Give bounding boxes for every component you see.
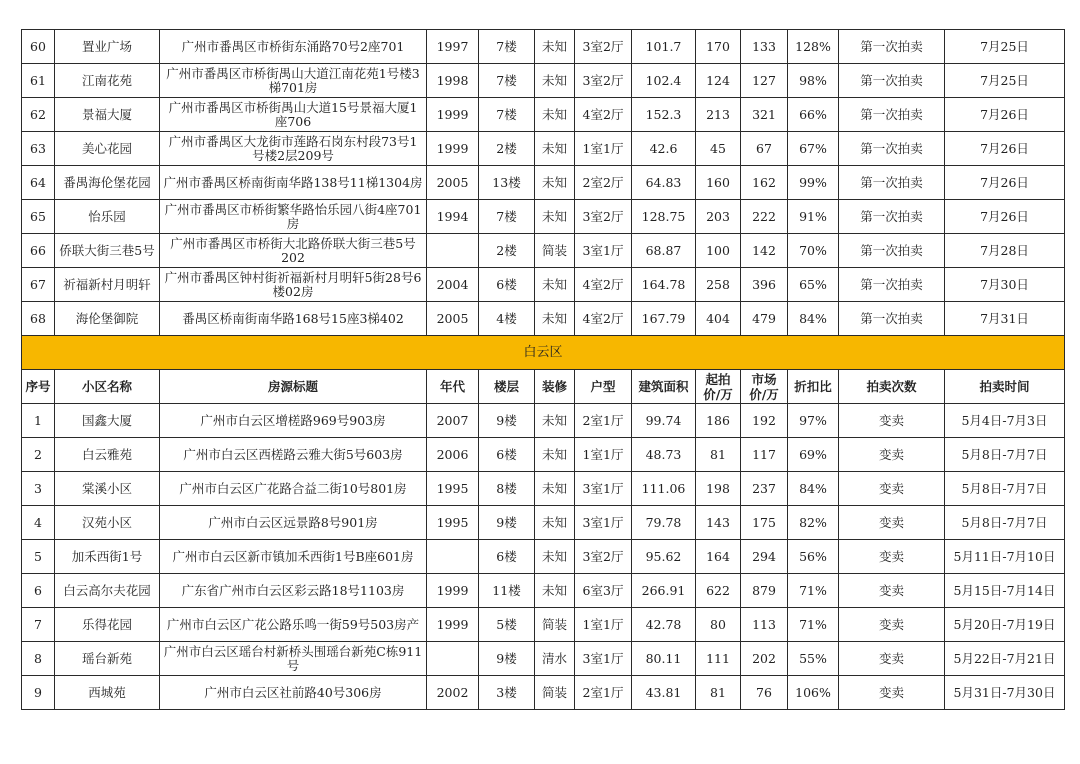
cell-area: 43.81 (632, 676, 696, 710)
table-row (22, 404, 1065, 438)
baiyun-section-body (22, 404, 1065, 710)
cell-floor: 2楼 (479, 132, 535, 166)
cell-start-price: 80 (696, 608, 741, 642)
cell-index: 1 (22, 404, 55, 438)
section-title-row (22, 336, 1065, 370)
cell-discount: 97% (788, 404, 839, 438)
cell-decoration: 简装 (535, 676, 575, 710)
cell-community-name: 祈福新村月明轩 (55, 268, 160, 302)
cell-discount: 67% (788, 132, 839, 166)
cell-discount: 66% (788, 98, 839, 132)
cell-decoration: 简装 (535, 234, 575, 268)
cell-auction-round: 变卖 (839, 642, 945, 676)
cell-discount: 106% (788, 676, 839, 710)
table-row (22, 268, 1065, 302)
cell-community-name: 番禺海伦堡花园 (55, 166, 160, 200)
cell-layout: 3室2厅 (575, 540, 632, 574)
cell-layout: 2室2厅 (575, 166, 632, 200)
column-header-row (22, 370, 1065, 404)
cell-layout: 3室1厅 (575, 234, 632, 268)
cell-decoration: 未知 (535, 30, 575, 64)
section-title: 白云区 (22, 336, 1065, 370)
cell-floor: 9楼 (479, 506, 535, 540)
cell-area: 80.11 (632, 642, 696, 676)
cell-auction-date: 5月31日-7月30日 (945, 676, 1065, 710)
cell-decoration: 未知 (535, 506, 575, 540)
header-decoration: 装修 (535, 370, 575, 404)
cell-area: 48.73 (632, 438, 696, 472)
cell-area: 111.06 (632, 472, 696, 506)
cell-decoration: 未知 (535, 472, 575, 506)
cell-index: 64 (22, 166, 55, 200)
table-row (22, 302, 1065, 336)
cell-year: 1995 (427, 506, 479, 540)
cell-market-price: 321 (741, 98, 788, 132)
cell-auction-round: 变卖 (839, 438, 945, 472)
cell-address: 广州市番禺区市桥街禺山大道15号景福大厦1座706 (160, 98, 427, 132)
cell-auction-date: 7月30日 (945, 268, 1065, 302)
cell-address: 广州市番禺区大龙街市莲路石岗东村段73号1号楼2层209号 (160, 132, 427, 166)
cell-decoration: 未知 (535, 132, 575, 166)
cell-auction-round: 第一次拍卖 (839, 132, 945, 166)
cell-year (427, 540, 479, 574)
header-auction-date: 拍卖时间 (945, 370, 1065, 404)
cell-market-price: 117 (741, 438, 788, 472)
cell-layout: 3室2厅 (575, 200, 632, 234)
cell-auction-round: 变卖 (839, 676, 945, 710)
cell-index: 63 (22, 132, 55, 166)
cell-layout: 2室1厅 (575, 404, 632, 438)
cell-decoration: 未知 (535, 98, 575, 132)
cell-auction-date: 5月15日-7月14日 (945, 574, 1065, 608)
cell-floor: 7楼 (479, 200, 535, 234)
cell-start-price: 111 (696, 642, 741, 676)
cell-address: 广州市番禺区市桥街东涌路70号2座701 (160, 30, 427, 64)
cell-index: 66 (22, 234, 55, 268)
cell-start-price: 81 (696, 676, 741, 710)
cell-community-name: 侨联大街三巷5号 (55, 234, 160, 268)
cell-floor: 3楼 (479, 676, 535, 710)
cell-market-price: 479 (741, 302, 788, 336)
cell-market-price: 396 (741, 268, 788, 302)
table-row (22, 472, 1065, 506)
cell-floor: 7楼 (479, 30, 535, 64)
cell-auction-round: 第一次拍卖 (839, 30, 945, 64)
cell-area: 42.6 (632, 132, 696, 166)
cell-discount: 82% (788, 506, 839, 540)
cell-address: 广东省广州市白云区彩云路18号1103房 (160, 574, 427, 608)
cell-floor: 4楼 (479, 302, 535, 336)
cell-auction-date: 5月8日-7月7日 (945, 506, 1065, 540)
header-auction-round: 拍卖次数 (839, 370, 945, 404)
cell-address: 广州市番禺区钟村街祈福新村月明轩5街28号6楼02房 (160, 268, 427, 302)
cell-address: 广州市白云区西槎路云雅大街5号603房 (160, 438, 427, 472)
cell-community-name: 怡乐园 (55, 200, 160, 234)
cell-auction-date: 5月11日-7月10日 (945, 540, 1065, 574)
cell-address: 广州市白云区广花路合益二街10号801房 (160, 472, 427, 506)
header-area: 建筑面积 (632, 370, 696, 404)
cell-start-price: 186 (696, 404, 741, 438)
cell-address: 广州市番禺区桥南街南华路138号11梯1304房 (160, 166, 427, 200)
cell-year: 1994 (427, 200, 479, 234)
cell-decoration: 未知 (535, 302, 575, 336)
cell-auction-date: 7月26日 (945, 166, 1065, 200)
cell-community-name: 海伦堡御院 (55, 302, 160, 336)
table-row (22, 166, 1065, 200)
cell-layout: 1室1厅 (575, 608, 632, 642)
cell-area: 42.78 (632, 608, 696, 642)
cell-index: 62 (22, 98, 55, 132)
cell-auction-round: 变卖 (839, 506, 945, 540)
cell-auction-round: 变卖 (839, 574, 945, 608)
cell-discount: 55% (788, 642, 839, 676)
cell-market-price: 294 (741, 540, 788, 574)
cell-auction-date: 7月26日 (945, 132, 1065, 166)
cell-decoration: 未知 (535, 404, 575, 438)
baiyun-section-head (22, 336, 1065, 404)
cell-address: 广州市白云区瑶台村新桥头围瑶台新苑C栋911号 (160, 642, 427, 676)
cell-floor: 13楼 (479, 166, 535, 200)
cell-discount: 84% (788, 302, 839, 336)
cell-discount: 71% (788, 574, 839, 608)
cell-floor: 6楼 (479, 540, 535, 574)
table-row (22, 30, 1065, 64)
cell-start-price: 198 (696, 472, 741, 506)
cell-year: 2004 (427, 268, 479, 302)
cell-market-price: 222 (741, 200, 788, 234)
header-layout: 户型 (575, 370, 632, 404)
cell-area: 95.62 (632, 540, 696, 574)
header-market-price: 市场价/万 (741, 370, 788, 404)
cell-address: 广州市番禺区市桥街禺山大道江南花苑1号楼3梯701房 (160, 64, 427, 98)
cell-market-price: 142 (741, 234, 788, 268)
cell-address: 广州市白云区远景路8号901房 (160, 506, 427, 540)
cell-layout: 6室3厅 (575, 574, 632, 608)
cell-decoration: 未知 (535, 200, 575, 234)
table-row (22, 132, 1065, 166)
cell-layout: 4室2厅 (575, 268, 632, 302)
cell-floor: 7楼 (479, 64, 535, 98)
cell-start-price: 45 (696, 132, 741, 166)
cell-auction-round: 第一次拍卖 (839, 64, 945, 98)
cell-auction-round: 变卖 (839, 608, 945, 642)
cell-community-name: 景福大厦 (55, 98, 160, 132)
cell-index: 60 (22, 30, 55, 64)
cell-year (427, 642, 479, 676)
cell-area: 99.74 (632, 404, 696, 438)
cell-market-price: 879 (741, 574, 788, 608)
cell-area: 164.78 (632, 268, 696, 302)
cell-start-price: 258 (696, 268, 741, 302)
table-row (22, 200, 1065, 234)
cell-year: 1998 (427, 64, 479, 98)
cell-index: 4 (22, 506, 55, 540)
cell-layout: 4室2厅 (575, 98, 632, 132)
cell-discount: 70% (788, 234, 839, 268)
cell-community-name: 瑶台新苑 (55, 642, 160, 676)
panyu-section-body (22, 30, 1065, 336)
cell-area: 266.91 (632, 574, 696, 608)
cell-index: 3 (22, 472, 55, 506)
cell-discount: 128% (788, 30, 839, 64)
auction-table (21, 29, 1065, 710)
cell-community-name: 国鑫大厦 (55, 404, 160, 438)
cell-market-price: 237 (741, 472, 788, 506)
cell-discount: 71% (788, 608, 839, 642)
cell-market-price: 192 (741, 404, 788, 438)
cell-community-name: 白云雅苑 (55, 438, 160, 472)
cell-community-name: 棠溪小区 (55, 472, 160, 506)
cell-market-price: 113 (741, 608, 788, 642)
cell-address: 广州市白云区社前路40号306房 (160, 676, 427, 710)
table-row (22, 234, 1065, 268)
cell-discount: 69% (788, 438, 839, 472)
cell-index: 2 (22, 438, 55, 472)
cell-auction-round: 第一次拍卖 (839, 268, 945, 302)
cell-layout: 3室2厅 (575, 64, 632, 98)
cell-floor: 11楼 (479, 574, 535, 608)
cell-market-price: 127 (741, 64, 788, 98)
cell-decoration: 简装 (535, 608, 575, 642)
cell-area: 167.79 (632, 302, 696, 336)
cell-discount: 65% (788, 268, 839, 302)
cell-start-price: 160 (696, 166, 741, 200)
cell-auction-date: 7月28日 (945, 234, 1065, 268)
cell-layout: 1室1厅 (575, 438, 632, 472)
cell-decoration: 清水 (535, 642, 575, 676)
cell-year: 1997 (427, 30, 479, 64)
cell-community-name: 白云高尔夫花园 (55, 574, 160, 608)
cell-auction-date: 7月25日 (945, 30, 1065, 64)
cell-index: 5 (22, 540, 55, 574)
cell-auction-round: 变卖 (839, 404, 945, 438)
cell-auction-round: 变卖 (839, 540, 945, 574)
cell-area: 79.78 (632, 506, 696, 540)
cell-discount: 98% (788, 64, 839, 98)
cell-index: 8 (22, 642, 55, 676)
cell-start-price: 124 (696, 64, 741, 98)
table-row (22, 676, 1065, 710)
table-row (22, 506, 1065, 540)
cell-start-price: 164 (696, 540, 741, 574)
header-discount: 折扣比 (788, 370, 839, 404)
cell-index: 61 (22, 64, 55, 98)
cell-auction-round: 第一次拍卖 (839, 166, 945, 200)
cell-year: 1999 (427, 574, 479, 608)
cell-community-name: 置业广场 (55, 30, 160, 64)
cell-auction-round: 变卖 (839, 472, 945, 506)
cell-decoration: 未知 (535, 64, 575, 98)
cell-market-price: 162 (741, 166, 788, 200)
cell-year: 1999 (427, 608, 479, 642)
cell-layout: 4室2厅 (575, 302, 632, 336)
cell-auction-date: 5月8日-7月7日 (945, 472, 1065, 506)
cell-market-price: 76 (741, 676, 788, 710)
cell-layout: 3室2厅 (575, 30, 632, 64)
table-row (22, 98, 1065, 132)
cell-floor: 9楼 (479, 642, 535, 676)
table-row (22, 540, 1065, 574)
cell-decoration: 未知 (535, 438, 575, 472)
cell-decoration: 未知 (535, 574, 575, 608)
cell-floor: 6楼 (479, 438, 535, 472)
cell-address: 广州市番禺区市桥街大北路侨联大街三巷5号202 (160, 234, 427, 268)
header-start-price: 起拍价/万 (696, 370, 741, 404)
cell-floor: 9楼 (479, 404, 535, 438)
cell-index: 6 (22, 574, 55, 608)
cell-layout: 3室1厅 (575, 472, 632, 506)
cell-discount: 84% (788, 472, 839, 506)
cell-year: 1999 (427, 98, 479, 132)
cell-area: 128.75 (632, 200, 696, 234)
cell-address: 广州市番禺区市桥街繁华路怡乐园八街4座701房 (160, 200, 427, 234)
cell-community-name: 汉苑小区 (55, 506, 160, 540)
cell-area: 64.83 (632, 166, 696, 200)
cell-start-price: 100 (696, 234, 741, 268)
cell-floor: 5楼 (479, 608, 535, 642)
cell-address: 广州市白云区广花公路乐鸣一街59号503房产 (160, 608, 427, 642)
header-year: 年代 (427, 370, 479, 404)
cell-auction-date: 7月26日 (945, 98, 1065, 132)
cell-year: 1995 (427, 472, 479, 506)
cell-start-price: 81 (696, 438, 741, 472)
cell-start-price: 143 (696, 506, 741, 540)
table-row (22, 642, 1065, 676)
cell-market-price: 175 (741, 506, 788, 540)
cell-community-name: 加禾西街1号 (55, 540, 160, 574)
cell-year: 2006 (427, 438, 479, 472)
cell-community-name: 江南花苑 (55, 64, 160, 98)
cell-decoration: 未知 (535, 268, 575, 302)
cell-start-price: 203 (696, 200, 741, 234)
cell-layout: 1室1厅 (575, 132, 632, 166)
cell-market-price: 133 (741, 30, 788, 64)
cell-market-price: 67 (741, 132, 788, 166)
cell-year: 1999 (427, 132, 479, 166)
cell-auction-round: 第一次拍卖 (839, 98, 945, 132)
cell-community-name: 西城苑 (55, 676, 160, 710)
cell-auction-date: 7月31日 (945, 302, 1065, 336)
cell-year: 2005 (427, 166, 479, 200)
header-index: 序号 (22, 370, 55, 404)
cell-floor: 2楼 (479, 234, 535, 268)
cell-floor: 6楼 (479, 268, 535, 302)
cell-floor: 8楼 (479, 472, 535, 506)
cell-auction-date: 5月8日-7月7日 (945, 438, 1065, 472)
cell-area: 101.7 (632, 30, 696, 64)
header-community-name: 小区名称 (55, 370, 160, 404)
cell-discount: 56% (788, 540, 839, 574)
cell-year: 2005 (427, 302, 479, 336)
cell-market-price: 202 (741, 642, 788, 676)
cell-decoration: 未知 (535, 540, 575, 574)
cell-year (427, 234, 479, 268)
table-row (22, 608, 1065, 642)
header-address: 房源标题 (160, 370, 427, 404)
cell-auction-round: 第一次拍卖 (839, 234, 945, 268)
cell-index: 9 (22, 676, 55, 710)
cell-year: 2007 (427, 404, 479, 438)
cell-address: 广州市白云区新市镇加禾西街1号B座601房 (160, 540, 427, 574)
cell-address: 番禺区桥南街南华路168号15座3梯402 (160, 302, 427, 336)
cell-discount: 91% (788, 200, 839, 234)
cell-floor: 7楼 (479, 98, 535, 132)
cell-index: 65 (22, 200, 55, 234)
cell-index: 68 (22, 302, 55, 336)
cell-auction-date: 7月25日 (945, 64, 1065, 98)
cell-auction-date: 5月4日-7月3日 (945, 404, 1065, 438)
cell-start-price: 622 (696, 574, 741, 608)
cell-auction-round: 第一次拍卖 (839, 200, 945, 234)
cell-discount: 99% (788, 166, 839, 200)
cell-start-price: 404 (696, 302, 741, 336)
cell-layout: 2室1厅 (575, 676, 632, 710)
cell-area: 102.4 (632, 64, 696, 98)
cell-year: 2002 (427, 676, 479, 710)
header-floor: 楼层 (479, 370, 535, 404)
cell-auction-date: 5月22日-7月21日 (945, 642, 1065, 676)
cell-community-name: 乐得花园 (55, 608, 160, 642)
cell-auction-round: 第一次拍卖 (839, 302, 945, 336)
cell-address: 广州市白云区增槎路969号903房 (160, 404, 427, 438)
cell-community-name: 美心花园 (55, 132, 160, 166)
table-row (22, 438, 1065, 472)
cell-start-price: 213 (696, 98, 741, 132)
cell-area: 152.3 (632, 98, 696, 132)
cell-area: 68.87 (632, 234, 696, 268)
table-row (22, 64, 1065, 98)
cell-layout: 3室1厅 (575, 506, 632, 540)
cell-index: 67 (22, 268, 55, 302)
cell-layout: 3室1厅 (575, 642, 632, 676)
table-row (22, 574, 1065, 608)
cell-decoration: 未知 (535, 166, 575, 200)
cell-auction-date: 7月26日 (945, 200, 1065, 234)
cell-auction-date: 5月20日-7月19日 (945, 608, 1065, 642)
cell-start-price: 170 (696, 30, 741, 64)
cell-index: 7 (22, 608, 55, 642)
